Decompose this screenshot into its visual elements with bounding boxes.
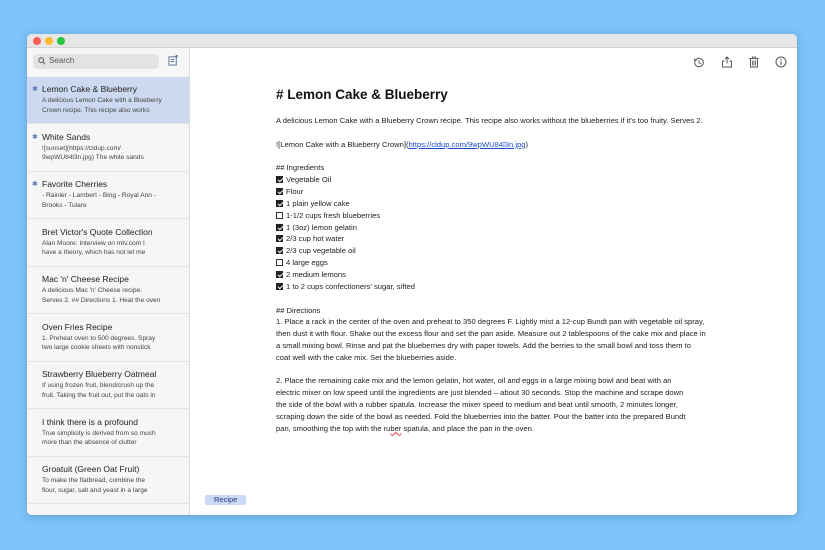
note-list-item-title: Mac 'n' Cheese Recipe [42,274,129,284]
note-list-item-title: I think there is a profound [42,416,138,427]
pin-icon: ✱ [32,181,38,188]
note-list-item[interactable] [27,172,190,219]
spelling-flagged-word: ber [390,423,402,433]
note-title: # Lemon Cake & Blueberry [276,87,448,102]
checked-checkbox[interactable] [276,247,283,254]
direction-step-2-text: 2. Place the remaining cake mix and the lemon gelatin, hot water, oil and eggs in a large mixing bowl and beat with an electric mixer on low speed until the ingredients are just blended – about 30 seconds. Stop the machine and scrape down the side of the bowl with a rubber spatula. Increase the mixer speed to medium and beat until smooth, 2 minutes longer, scraping down the side of the bowl as needed. Fold the blueberries into the batter. Pour the batter into the prepared Bundt pan, smoothing the top with the ru [276,376,686,433]
checked-checkbox[interactable] [276,188,283,195]
note-list-item[interactable] [27,410,190,457]
image-markdown-suffix: ) [525,139,528,149]
info-icon[interactable] [775,56,787,68]
search-placeholder: Search [49,56,75,65]
image-link[interactable]: https://cldup.com/9wpWU84l3n.jpg [408,139,526,149]
title-bar [27,34,797,48]
ingredient-text: Vegetable Oil [286,174,332,184]
unchecked-checkbox[interactable] [276,259,283,266]
checked-checkbox[interactable] [276,200,283,207]
note-list-item[interactable] [27,125,190,172]
pin-icon: ✱ [32,133,38,141]
image-markdown-prefix: ![Lemon Cake with a Blueberry Crown]( [276,139,409,149]
minimize-window-button[interactable] [45,37,53,45]
ingredient-text: 1 (3oz) lemon gelatin [286,222,357,232]
note-list-item-title: Groatuit (Green Oat Fruit) [42,464,140,474]
note-list-item-excerpt: A delicious Lemon Cake with a Blueberry Crown recipe. This recipe also works [42,97,162,114]
note-list-item-title: Bret Victor's Quote Collection [42,226,153,237]
ingredient-item [276,245,706,257]
editor-pane [190,48,797,515]
directions-heading: ## Directions [276,305,321,315]
ingredient-item [276,269,706,281]
search-input[interactable] [33,54,159,69]
ingredient-item [276,257,706,269]
ingredient-item [276,186,706,198]
note-document[interactable] [276,86,706,446]
ingredient-item [276,222,706,234]
ingredient-text: 1 to 2 cups confectioners' sugar, sifted [286,282,415,291]
note-list-item-title: Lemon Cake & Blueberry [42,84,137,94]
new-note-icon[interactable] [168,55,179,66]
checked-checkbox[interactable] [276,235,283,242]
note-list-item[interactable] [27,362,190,409]
ingredient-item [276,281,706,293]
direction-step-1: 1. Place a rack in the center of the oven and preheat to 350 degrees F. Lightly mist a 12-cup Bundt pan with vegetable oil spray, then dust it with flour. Shake out the excess flour and set the pan aside. Measure out 2 tablespoons of the cake mix and place in a small mixing bowl. Rinse and pat the blueberries dry with paper towels. Add the berries to the small bowl and toss them to coat well with the cake mix. Set the blueberries aside. [276,317,706,362]
note-list-item-title: Oven Fries Recipe [42,321,113,332]
note-list-item[interactable] [27,220,190,267]
zoom-window-button[interactable] [57,37,65,45]
image-markdown-line [276,139,706,151]
app-window [27,34,797,515]
note-list-item-title: Favorite Cherries [42,179,108,189]
direction-step-2 [276,375,696,434]
ingredient-item [276,210,706,222]
note-list-item-excerpt: ![sunset](https://cldup.com/ 9wpWU84l3n.jpg) The white sands [42,144,144,162]
ingredient-text: 2/3 cup hot water [286,234,345,244]
checked-checkbox[interactable] [276,176,283,183]
ingredient-item [276,198,706,210]
ingredient-text: 1 plain yellow cake [286,198,350,208]
checked-checkbox[interactable] [276,283,283,290]
note-list-item-excerpt: To make the flatbread, combine the flour, sugar, salt and yeast in a large [42,477,148,494]
note-list-item[interactable] [27,315,190,362]
close-window-button[interactable] [33,37,41,45]
note-list-item-excerpt: A delicious Mac 'n' Cheese recipe. Serves 2. ## Directions 1. Heat the oven [42,287,161,304]
trash-icon[interactable] [748,56,760,68]
ingredient-item [276,174,706,186]
unchecked-checkbox[interactable] [276,212,283,219]
note-list-item-excerpt: True simplicity is derived from so much more than the absence of clutter [42,429,156,447]
checked-checkbox[interactable] [276,271,283,278]
intro-paragraph: A delicious Lemon Cake with a Blueberry Crown recipe. This recipe also works without the blueberries if it's too fruity. Serves 2. [276,116,703,125]
ingredient-text: 2/3 cup vegetable oil [286,246,356,256]
ingredients-heading: ## Ingredients [276,163,325,173]
note-list-item-excerpt: 1. Preheat oven to 500 degrees. Spray two large cookie sheets with nonstick [42,334,156,352]
ingredient-text: Flour [286,186,304,196]
ingredient-text: 2 medium lemons [286,270,346,280]
note-list-item[interactable] [27,457,190,504]
direction-step-2-end: spatula, and place the pan in the oven. [401,423,534,433]
note-tag-recipe[interactable]: Recipe [205,495,246,505]
search-icon [38,57,46,65]
history-icon[interactable] [693,56,705,68]
note-list-item[interactable] [27,267,190,314]
ingredient-item [276,233,706,245]
note-list-item-excerpt: If using frozen fruit, blend/crush up the fruit. Taking the fruit out, put the oats in [42,382,156,399]
ingredients-checklist [276,174,706,293]
share-icon[interactable] [721,56,733,68]
note-list-sidebar [27,48,190,515]
pin-icon: ✱ [32,86,38,93]
ingredient-text: 1-1/2 cups fresh blueberries [286,210,381,220]
note-list-item-title: Strawberry Blueberry Oatmeal [42,369,157,379]
note-list-item-excerpt: Alan Moore: Interview on mtv.com I have a theory, which has not let me [42,239,146,257]
note-list-item-excerpt: - Rainier - Lambert - Bing - Royal Ann - Brooks - Tulare [42,192,156,209]
ingredient-text: 4 large eggs [286,258,328,268]
note-list-item-title: White Sands [42,131,91,142]
checked-checkbox[interactable] [276,224,283,231]
note-list-item[interactable] [27,77,190,124]
